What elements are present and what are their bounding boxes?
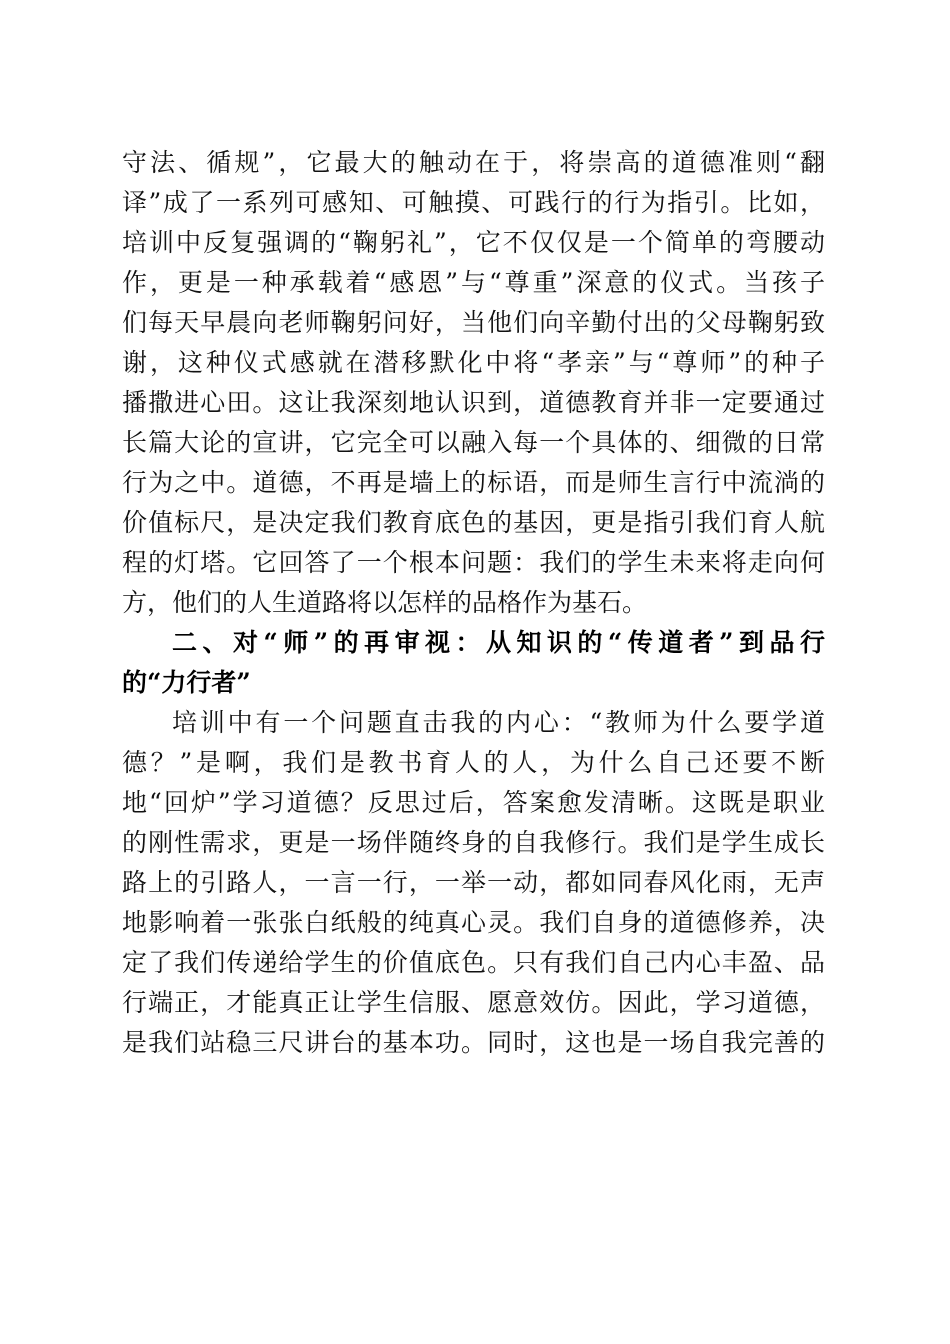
paragraph-line: 程的灯塔。它回答了一个根本问题：我们的学生未来将走向何 [122, 548, 825, 577]
paragraph-line: 的刚性需求，更是一场伴随终身的自我修行。我们是学生成长 [122, 828, 825, 857]
paragraph-line: 培训中反复强调的“鞠躬礼”，它不仅仅是一个简单的弯腰动 [122, 228, 825, 257]
paragraph-2 [122, 703, 825, 1063]
paragraph-line: 行端正，才能真正让学生信服、愿意效仿。因此，学习道德， [122, 988, 825, 1017]
paragraph-line: 是我们站稳三尺讲台的基本功。同时，这也是一场自我完善的 [122, 1028, 825, 1057]
paragraph-line: 译”成了一系列可感知、可触摸、可践行的行为指引。比如， [122, 188, 825, 217]
paragraph-line: 谢，这种仪式感就在潜移默化中将“孝亲”与“尊师”的种子 [122, 348, 825, 377]
paragraph-line: 德？”是啊，我们是教书育人的人，为什么自己还要不断 [122, 748, 825, 777]
paragraph-line: 播撒进心田。这让我深刻地认识到，道德教育并非一定要通过 [122, 388, 825, 417]
paragraph-line: 地“回炉”学习道德？反思过后，答案愈发清晰。这既是职业 [122, 788, 825, 817]
paragraph-line: 地影响着一张张白纸般的纯真心灵。我们自身的道德修养，决 [122, 908, 825, 937]
heading-line: 二、对“师”的再审视：从知识的“传道者”到品行 [172, 628, 825, 657]
heading-line: 的“力行者” [122, 668, 251, 697]
paragraph-line: 长篇大论的宣讲，它完全可以融入每一个具体的、细微的日常 [122, 428, 825, 457]
paragraph-line: 路上的引路人，一言一行，一举一动，都如同春风化雨，无声 [122, 868, 825, 897]
paragraph-line: 们每天早晨向老师鞠躬问好，当他们向辛勤付出的父母鞠躬致 [122, 308, 825, 337]
section-heading [122, 623, 825, 703]
paragraph-line: 守法、循规”，它最大的触动在于，将崇高的道德准则“翻 [122, 148, 825, 177]
document-body [122, 143, 825, 1063]
paragraph-line: 定了我们传递给学生的价值底色。只有我们自己内心丰盈、品 [122, 948, 825, 977]
paragraph-line: 方，他们的人生道路将以怎样的品格作为基石。 [122, 588, 648, 617]
paragraph-1 [122, 143, 825, 623]
paragraph-line: 行为之中。道德，不再是墙上的标语，而是师生言行中流淌的 [122, 468, 825, 497]
paragraph-line: 培训中有一个问题直击我的内心：“教师为什么要学道 [172, 708, 825, 737]
paragraph-line: 作，更是一种承载着“感恩”与“尊重”深意的仪式。当孩子 [122, 268, 825, 297]
paragraph-line: 价值标尺，是决定我们教育底色的基因，更是指引我们育人航 [122, 508, 825, 537]
